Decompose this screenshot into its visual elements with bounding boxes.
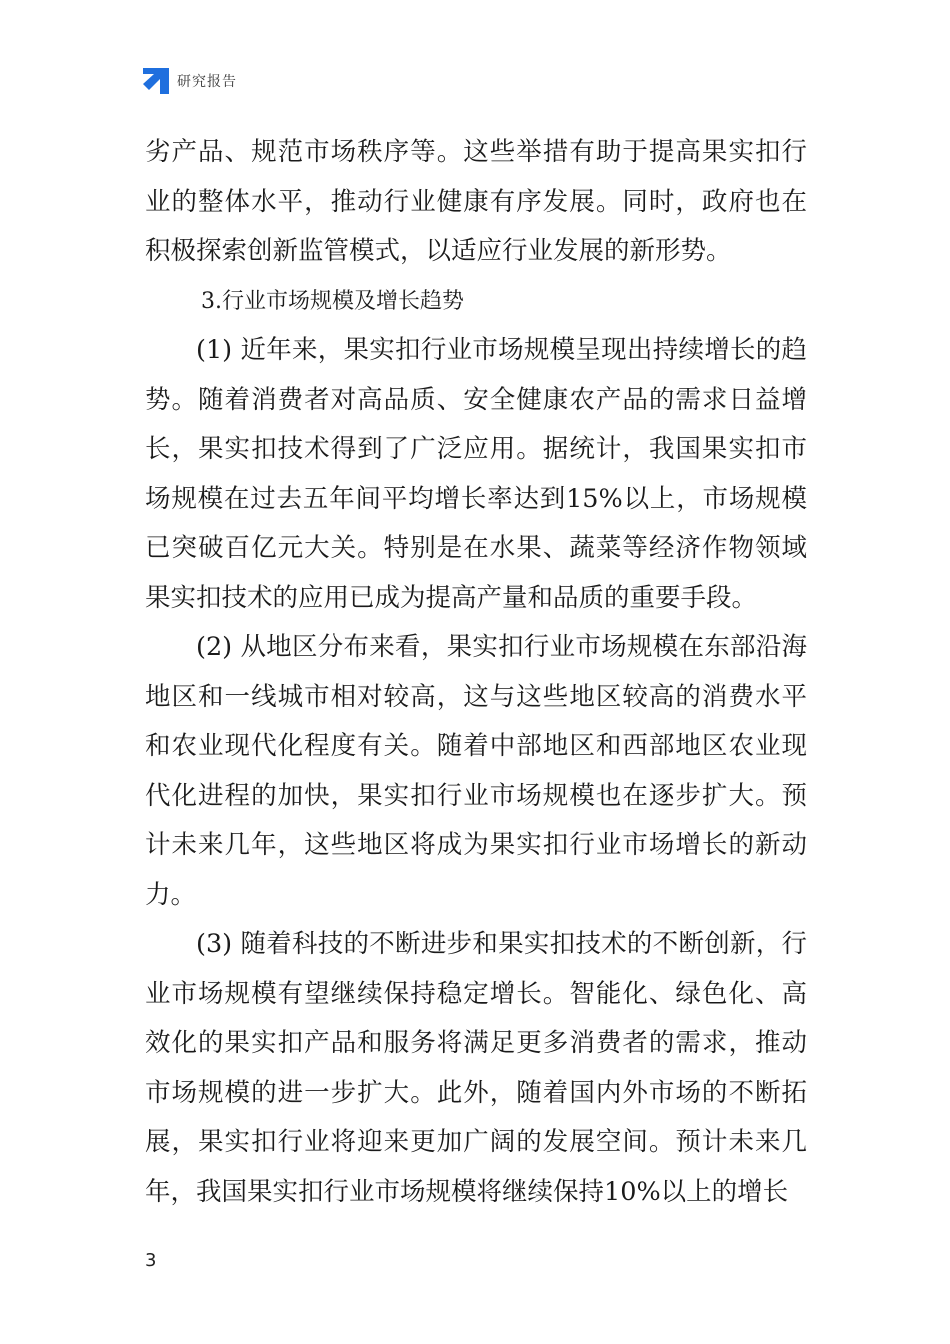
header-title: 研究报告 — [177, 74, 237, 90]
logo-icon — [143, 68, 169, 94]
page-header — [143, 68, 237, 94]
document-body — [145, 128, 807, 1217]
paragraph-continuation: 劣产品、规范市场秩序等。这些举措有助于提高果实扣行业的整体水平，推动行业健康有序发展。同时，政府也在积极探索创新监管模式，以适应行业发展的新形势。 — [145, 137, 807, 266]
paragraph-3: (3) 随着科技的不断进步和果实扣技术的不断创新，行业市场规模有望继续保持稳定增长。智能化、绿色化、高效化的果实扣产品和服务将满足更多消费者的需求，推动市场规模的进一步扩大。此外，随着国内外市场的不断拓展，果实扣行业将迎来更加广阔的发展空间。预计未来几年，我国果实扣行业市场规模将继续保持10%以上的增长 — [145, 929, 807, 1207]
section-heading: 3.行业市场规模及增长趋势 — [201, 288, 464, 314]
paragraph-1: (1) 近年来，果实扣行业市场规模呈现出持续增长的趋势。随着消费者对高品质、安全健康农产品的需求日益增长，果实扣技术得到了广泛应用。据统计，我国果实扣市场规模在过去五年间平均增长率达到15%以上，市场规模已突破百亿元大关。特别是在水果、蔬菜等经济作物领域果实扣技术的应用已成为提高产量和品质的重要手段。 — [145, 335, 807, 613]
paragraph-2: (2) 从地区分布来看，果实扣行业市场规模在东部沿海地区和一线城市相对较高，这与这些地区较高的消费水平和农业现代化程度有关。随着中部地区和西部地区农业现代化进程的加快，果实扣行业市场规模也在逐步扩大。预计未来几年，这些地区将成为果实扣行业市场增长的新动力。 — [145, 632, 807, 910]
page-number: 3 — [145, 1250, 157, 1271]
